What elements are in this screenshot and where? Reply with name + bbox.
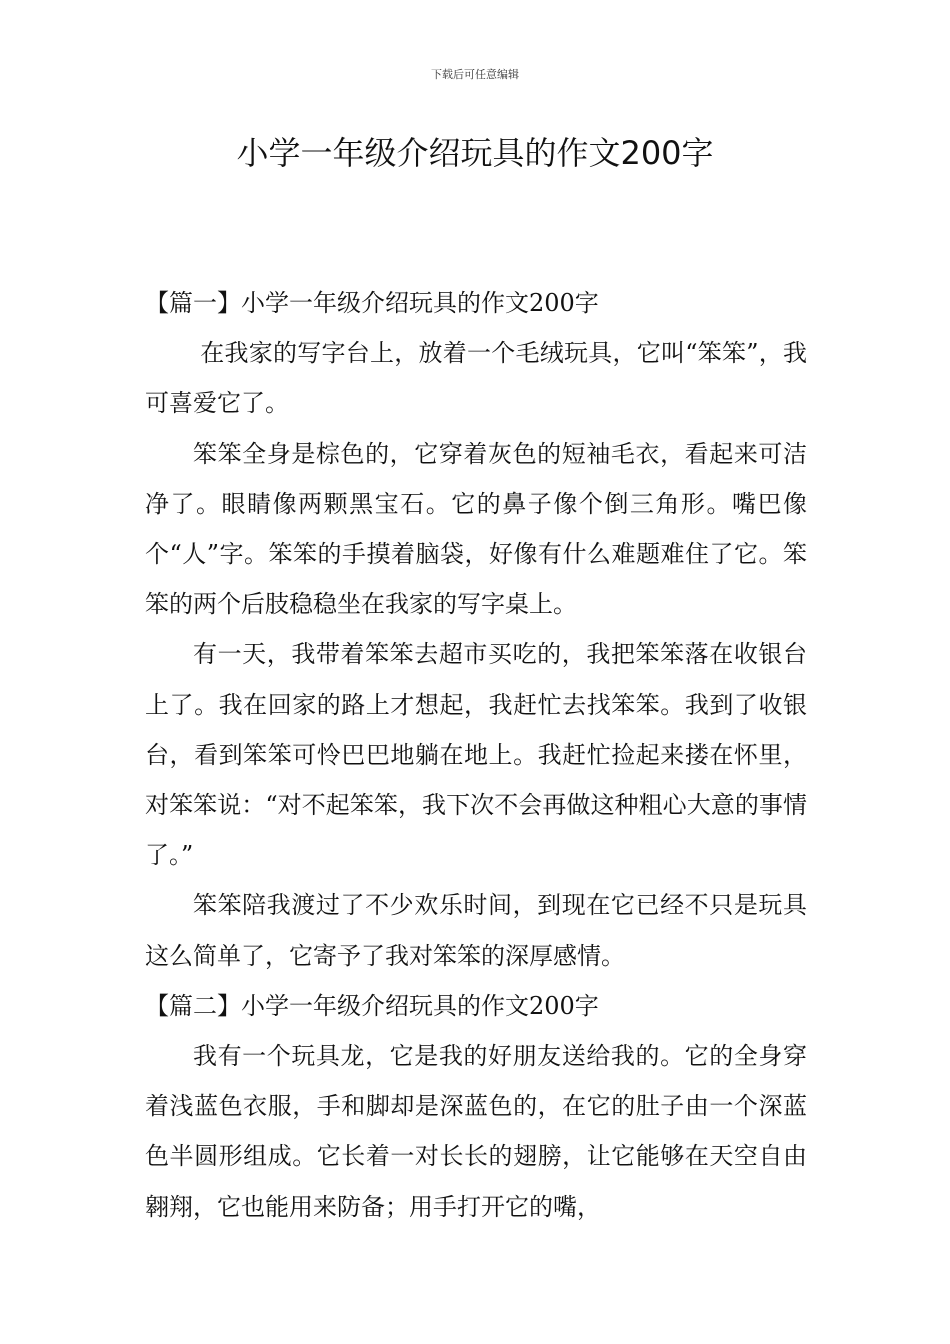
section-heading: 【篇一】小学一年级介绍玩具的作文200字	[145, 289, 599, 317]
header-note: 下载后可任意编辑	[431, 68, 519, 81]
paragraph: 有一天，我带着笨笨去超市买吃的，我把笨笨落在收银台上了。我在回家的路上才想起，我赶忙去找笨笨。我到了收银台，看到笨笨可怜巴巴地躺在地上。我赶忙捡起来搂在怀里，对笨笨说：“对不起笨笨，我下次不会再做这种粗心大意的事情了。”	[145, 640, 807, 870]
section-heading: 【篇二】小学一年级介绍玩具的作文200字	[145, 991, 599, 1020]
document-title: 小学一年级介绍玩具的作文200字	[236, 134, 714, 172]
section-1	[145, 278, 807, 981]
section-2	[145, 981, 807, 1232]
paragraph: 在我家的写字台上，放着一个毛绒玩具，它叫“笨笨”，我可喜爱它了。	[145, 339, 807, 418]
paragraph: 我有一个玩具龙，它是我的好朋友送给我的。它的全身穿着浅蓝色衣服，手和脚却是深蓝色的，在它的肚子由一个深蓝色半圆形组成。它长着一对长长的翅膀，让它能够在天空自由翱翔，它也能用来防备；用手打开它的嘴，	[145, 1042, 807, 1221]
paragraph: 笨笨全身是棕色的，它穿着灰色的短袖毛衣，看起来可洁净了。眼睛像两颗黑宝石。它的鼻子像个倒三角形。嘴巴像个“人”字。笨笨的手摸着脑袋，好像有什么难题难住了它。笨笨的两个后肢稳稳坐在我家的写字桌上。	[145, 439, 807, 619]
document-body	[145, 278, 807, 1232]
paragraph: 笨笨陪我渡过了不少欢乐时间，到现在它已经不只是玩具这么简单了，它寄予了我对笨笨的深厚感情。	[145, 891, 807, 970]
